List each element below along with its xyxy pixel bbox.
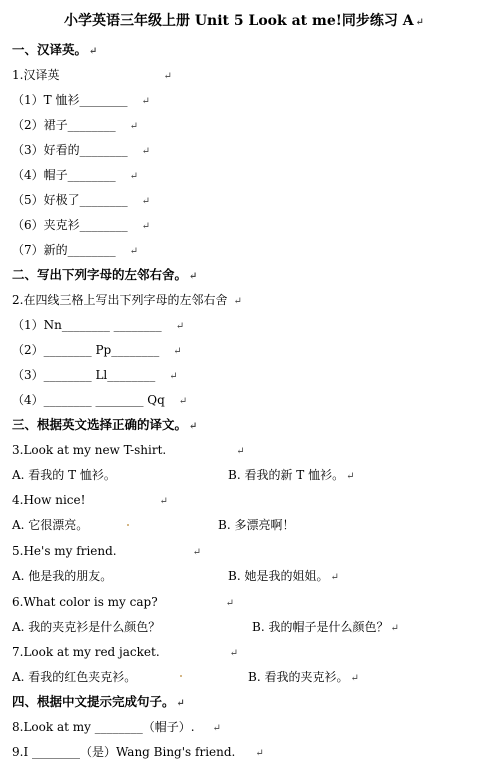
letter-item-3 — [12, 367, 178, 385]
question-text: 7.Look at my red jacket. — [12, 645, 160, 659]
paragraph-mark: ↵ — [176, 698, 185, 709]
option-7a — [12, 669, 136, 685]
instruction-text: 2.在四线三格上写出下列字母的左邻右舍 — [12, 293, 228, 307]
option-text: A. 我的夹克衫是什么颜色？ — [12, 620, 161, 634]
paragraph-mark: ↵ — [129, 246, 139, 257]
option-5a — [12, 568, 112, 584]
option-text: A. 看我的红色夹克衫。 — [12, 670, 137, 684]
paragraph-mark: ↵ — [129, 171, 139, 182]
section-2-text: 二、写出下列字母的左邻右舍。 — [12, 267, 188, 282]
option-text: A. 看我的 T 恤衫。 — [12, 468, 116, 482]
letter-item-2 — [12, 342, 182, 360]
paragraph-mark: ↵ — [141, 221, 151, 232]
question-text: 5.He's my friend. — [12, 544, 117, 558]
letter-item-1 — [12, 317, 184, 335]
document-title — [0, 10, 488, 30]
paragraph-mark: ↵ — [141, 96, 150, 107]
part2-instruction — [12, 292, 242, 310]
question-text: 4.How nice! — [12, 493, 86, 507]
paragraph-mark: ↵ — [189, 421, 198, 432]
paragraph-mark: ↵ — [163, 71, 172, 82]
item-text: （2）________ Pp________ — [12, 343, 160, 357]
stray-dot — [127, 524, 129, 526]
option-text: B. 多漂亮啊！ — [218, 518, 295, 532]
item-text: （7）新的________ — [12, 243, 116, 257]
item-text: （2）裙子________ — [12, 118, 116, 132]
paragraph-mark: ↵ — [89, 46, 98, 57]
item-text: （3）好看的________ — [12, 143, 128, 157]
option-text: B. 看我的新 T 恤衫。 — [228, 468, 345, 482]
paragraph-mark: ↵ — [159, 496, 168, 507]
paragraph-mark: ↵ — [175, 321, 185, 332]
paragraph-mark: ↵ — [330, 572, 339, 583]
item-text: （1）Nn________ ________ — [12, 318, 162, 332]
paragraph-mark: ↵ — [236, 446, 245, 457]
paragraph-mark: ↵ — [169, 371, 178, 382]
option-4b — [218, 517, 294, 533]
sentence-item-8 — [12, 719, 221, 737]
section-4-text: 四、根据中文提示完成句子。 — [12, 694, 175, 709]
paragraph-mark: ↵ — [225, 598, 235, 609]
option-3a — [12, 467, 116, 483]
paragraph-mark: ↵ — [141, 196, 151, 207]
paragraph-mark: ↵ — [129, 121, 139, 132]
translation-item-5 — [12, 192, 150, 210]
paragraph-mark: ↵ — [346, 471, 355, 482]
section-heading-3 — [12, 417, 197, 435]
translation-item-7 — [12, 242, 138, 260]
paragraph-mark: ↵ — [255, 748, 264, 759]
paragraph-mark: ↵ — [192, 547, 201, 558]
question-3 — [12, 442, 245, 460]
option-3b — [228, 467, 354, 485]
paragraph-mark: ↵ — [415, 17, 425, 28]
stray-dot — [180, 675, 182, 677]
option-text: B. 我的帽子是什么颜色？ — [252, 620, 389, 634]
translation-item-6 — [12, 217, 150, 235]
option-text: A. 他是我的朋友。 — [12, 569, 113, 583]
section-1-text: 一、汉译英。 — [12, 42, 88, 57]
paragraph-mark: ↵ — [233, 296, 242, 307]
paragraph-mark: ↵ — [390, 623, 399, 634]
paragraph-mark: ↵ — [141, 146, 151, 157]
option-7b — [248, 669, 359, 687]
item-text: （3）________ Ll________ — [12, 368, 156, 382]
section-heading-4 — [12, 694, 185, 712]
paragraph-mark: ↵ — [178, 396, 188, 407]
paragraph-mark: ↵ — [189, 271, 198, 282]
option-4a — [12, 517, 88, 533]
translation-item-2 — [12, 117, 138, 135]
question-text: 3.Look at my new T-shirt. — [12, 443, 167, 457]
translation-item-4 — [12, 167, 138, 185]
question-4 — [12, 492, 168, 510]
item-text: 8.Look at my ________（帽子）. — [12, 720, 195, 734]
item-text: 9.I ________（是）Wang Bing's friend. — [12, 745, 236, 759]
option-text: A. 它很漂亮。 — [12, 518, 89, 532]
item-text: （5）好极了________ — [12, 193, 128, 207]
question-text: 6.What color is my cap? — [12, 595, 158, 609]
paragraph-mark: ↵ — [350, 673, 359, 684]
translation-item-1 — [12, 92, 150, 110]
item-text: （4）帽子________ — [12, 168, 116, 182]
item-text: （4）________ ________ Qq — [12, 393, 165, 407]
option-6a — [12, 619, 160, 635]
paragraph-mark: ↵ — [173, 346, 182, 357]
instruction-text: 1.汉译英 — [12, 68, 60, 82]
option-6b — [252, 619, 399, 637]
translation-item-3 — [12, 142, 150, 160]
option-5b — [228, 568, 339, 586]
section-heading-1 — [12, 42, 97, 60]
option-text: B. 看我的夹克衫。 — [248, 670, 349, 684]
part1-instruction — [12, 67, 172, 85]
section-heading-2 — [12, 267, 197, 285]
paragraph-mark: ↵ — [229, 648, 239, 659]
item-text: （1）T 恤衫________ — [12, 93, 128, 107]
letter-item-4 — [12, 392, 187, 410]
sentence-item-9 — [12, 744, 264, 762]
question-5 — [12, 543, 201, 561]
question-6 — [12, 594, 234, 612]
question-7 — [12, 644, 238, 662]
section-3-text: 三、根据英文选择正确的译文。 — [12, 417, 188, 432]
option-text: B. 她是我的姐姐。 — [228, 569, 329, 583]
paragraph-mark: ↵ — [212, 723, 221, 734]
item-text: （6）夹克衫________ — [12, 218, 128, 232]
title-text: 小学英语三年级上册 Unit 5 Look at me!同步练习 A — [63, 13, 414, 29]
